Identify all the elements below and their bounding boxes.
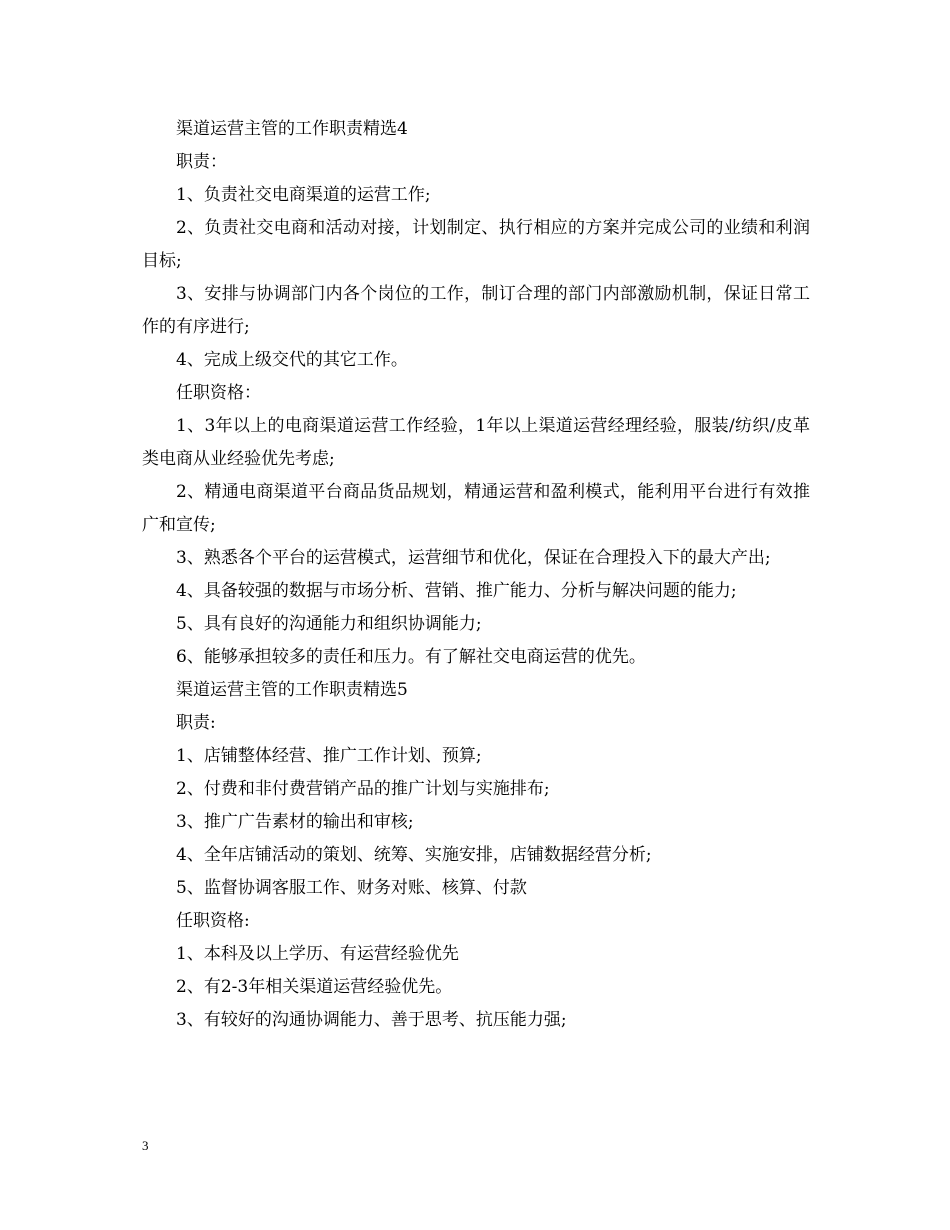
subheading-qualifications: 任职资格： [176, 383, 261, 403]
list-item: 5、监督协调客服工作、财务对账、核算、付款 [176, 878, 527, 898]
list-item: 3、安排与协调部门内各个岗位的工作，制订合理的部门内部激励机制，保证日常工作的有序进行; [142, 284, 810, 337]
section-heading: 渠道运营主管的工作职责精选5 [176, 680, 408, 700]
list-item: 3、熟悉各个平台的运营模式，运营细节和优化，保证在合理投入下的最大产出; [176, 548, 771, 568]
list-item: 2、有2-3年相关渠道运营经验优先。 [176, 977, 453, 997]
list-item: 5、具有良好的沟通能力和组织协调能力; [176, 614, 482, 634]
list-item: 4、全年店铺活动的策划、统筹、实施安排，店铺数据经营分析; [176, 845, 652, 865]
page-number: 3 [142, 1138, 149, 1153]
list-item: 6、能够承担较多的责任和压力。有了解社交电商运营的优先。 [176, 647, 646, 667]
subheading-qualifications: 任职资格: [176, 911, 250, 931]
subheading-duties: 职责： [176, 152, 227, 172]
list-item: 1、本科及以上学历、有运营经验优先 [176, 944, 459, 964]
list-item: 2、负责社交电商和活动对接，计划制定、执行相应的方案并完成公司的业绩和利润目标; [142, 218, 810, 271]
list-item: 1、负责社交电商渠道的运营工作; [176, 185, 431, 205]
list-item: 3、有较好的沟通协调能力、善于思考、抗压能力强; [176, 1010, 567, 1030]
section-heading: 渠道运营主管的工作职责精选4 [176, 119, 408, 139]
subheading-duties: 职责: [176, 713, 216, 733]
list-item: 4、完成上级交代的其它工作。 [176, 350, 408, 370]
list-item: 1、店铺整体经营、推广工作计划、预算; [176, 746, 482, 766]
list-item: 4、具备较强的数据与市场分析、营销、推广能力、分析与解决问题的能力; [176, 581, 737, 601]
document-body [142, 113, 810, 1037]
list-item: 1、3年以上的电商渠道运营工作经验，1年以上渠道运营经理经验，服装/纺织/皮革类电商从业经验优先考虑; [142, 416, 810, 469]
list-item: 2、精通电商渠道平台商品货品规划，精通运营和盈利模式，能利用平台进行有效推广和宣传; [142, 482, 810, 535]
list-item: 2、付费和非付费营销产品的推广计划与实施排布; [176, 779, 550, 799]
list-item: 3、推广广告素材的输出和审核; [176, 812, 414, 832]
